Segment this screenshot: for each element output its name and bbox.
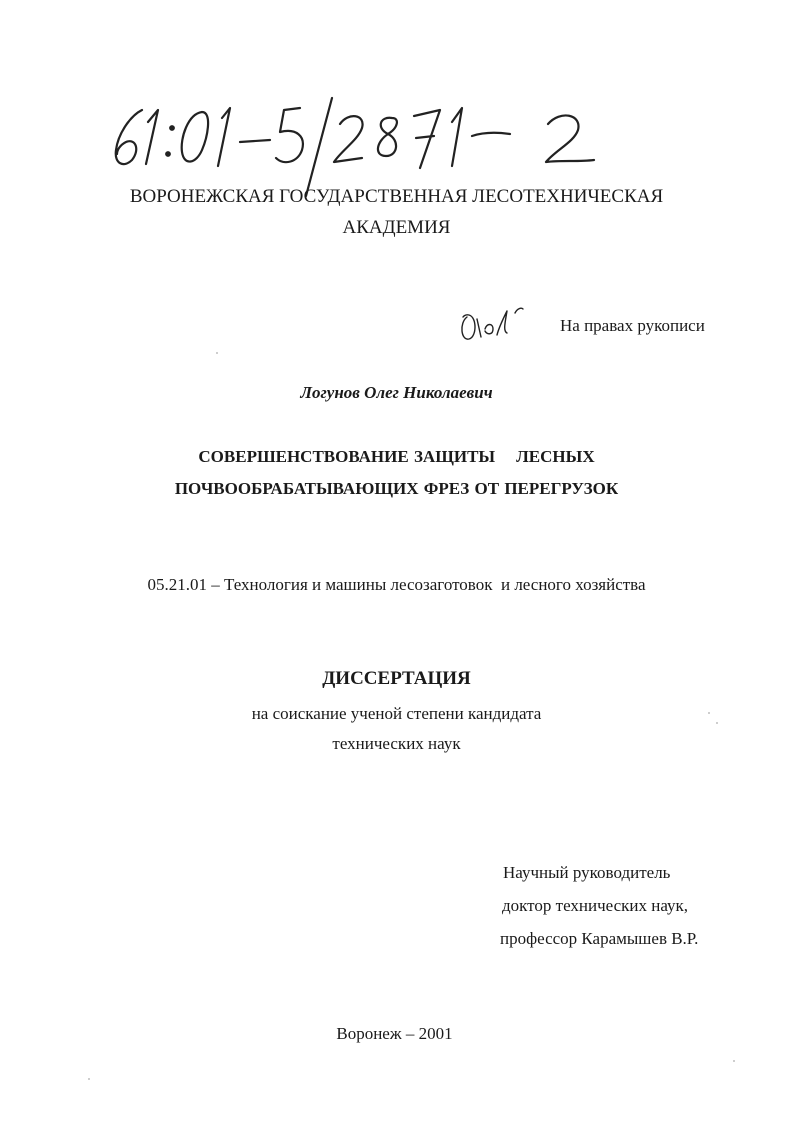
supervisor-line-2: доктор технических наук, xyxy=(502,896,689,915)
scan-speck xyxy=(216,352,218,354)
title-line-1: СОВЕРШЕНСТВОВАНИЕ ЗАЩИТЫ ЛЕСНЫХ xyxy=(198,447,595,466)
city-year: Воронеж – 2001 xyxy=(336,1024,453,1043)
organization-line-1: ВОРОНЕЖСКАЯ ГОСУДАРСТВЕННАЯ ЛЕСОТЕХНИЧЕСКАЯ xyxy=(129,186,664,207)
specialty-code: 05.21.01 – Технология и машины лесозаготовок и лесного хозяйства xyxy=(147,575,646,594)
degree-line-2: технических наук xyxy=(332,734,461,753)
rights-notice: На правах рукописи xyxy=(560,316,705,335)
scan-speck xyxy=(708,712,710,714)
document-type: ДИССЕРТАЦИЯ xyxy=(322,668,471,689)
scan-speck xyxy=(716,722,718,724)
signature-drawing xyxy=(455,303,527,347)
handwritten-signature xyxy=(455,303,527,347)
author-name: Логунов Олег Николаевич xyxy=(300,383,493,402)
supervisor-line-1: Научный руководитель xyxy=(503,863,671,882)
scan-speck xyxy=(88,1078,90,1080)
title-line-2: ПОЧВООБРАБАТЫВАЮЩИХ ФРЕЗ ОТ ПЕРЕГРУЗОК xyxy=(174,479,619,498)
organization-line-2: АКАДЕМИЯ xyxy=(342,217,451,238)
degree-line-1: на соискание ученой степени кандидата xyxy=(251,704,542,723)
supervisor-line-3: профессор Карамышев В.Р. xyxy=(500,929,699,948)
scan-speck xyxy=(733,1060,735,1062)
